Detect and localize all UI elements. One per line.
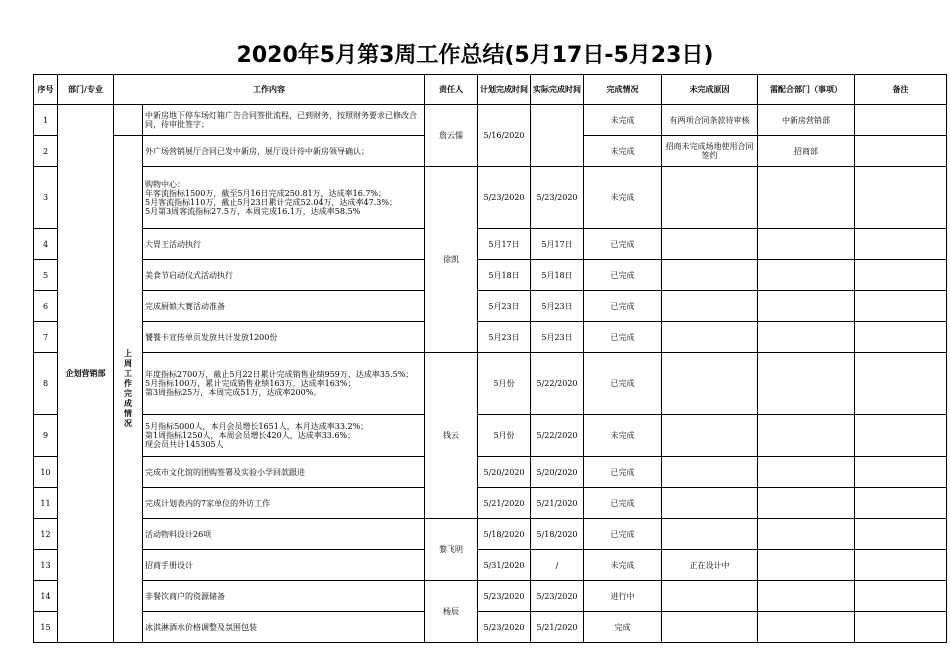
cell-coop[interactable] [758,353,855,415]
cell-coop[interactable]: 中新房营销部 [758,105,855,136]
cell-seq[interactable]: 4 [34,229,58,260]
cell-status[interactable]: 已完成 [584,353,662,415]
header-note[interactable]: 备注 [855,75,947,105]
cell-content[interactable]: 外广场营销展厅合同已发中新房，展厅设计待中新房领导确认； [143,136,425,167]
cell-reason[interactable] [662,612,758,643]
cell-status[interactable]: 已完成 [584,488,662,519]
cell-seq[interactable]: 5 [34,260,58,291]
cell-coop[interactable] [758,457,855,488]
cell-actual[interactable]: 5月23日 [531,322,584,353]
cell-actual[interactable]: 5月23日 [531,291,584,322]
table-row [34,291,947,322]
cell-note[interactable] [855,229,947,260]
header-content[interactable]: 工作内容 [114,75,425,105]
cell-coop[interactable] [758,415,855,457]
cell-planned[interactable]: 5月18日 [478,260,531,291]
cell-coop[interactable] [758,581,855,612]
cell-owner[interactable]: 詹云懦 [425,105,478,167]
cell-seq[interactable]: 1 [34,105,58,136]
cell-owner[interactable]: 钱云 [425,353,478,519]
cell-dept[interactable]: 企划营销部 [58,105,114,643]
cell-note[interactable] [855,260,947,291]
cell-planned[interactable]: 5/23/2020 [478,612,531,643]
cell-content[interactable]: 美食节启动仪式活动执行 [143,260,425,291]
cell-coop[interactable]: 招商部 [758,136,855,167]
cell-reason[interactable] [662,488,758,519]
sheet-title: 2020年5月第3周工作总结(5月17日-5月23日) [236,43,714,68]
cell-seq[interactable]: 8 [34,353,58,415]
header-planned[interactable]: 计划完成时间 [478,75,531,105]
cell-content[interactable]: 完成市文化馆的团购签署及实验小学回款跟进 [143,457,425,488]
cell-reason[interactable]: 有两项合同条款待审核 [662,105,758,136]
cell-content[interactable]: 冰淇淋酒水价格调整及氛围包装 [143,612,425,643]
cell-reason[interactable]: 正在设计中 [662,550,758,581]
cell-note[interactable] [855,322,947,353]
cell-coop[interactable] [758,550,855,581]
cell-seq[interactable]: 6 [34,291,58,322]
cell-planned[interactable]: 5月份 [478,415,531,457]
cell-status[interactable]: 已完成 [584,322,662,353]
cell-planned[interactable]: 5/21/2020 [478,488,531,519]
cell-content[interactable]: 招商手册设计 [143,550,425,581]
table-row [34,612,947,643]
cell-actual[interactable]: 5月17日 [531,229,584,260]
cell-actual[interactable] [531,105,584,167]
cell-seq[interactable]: 7 [34,322,58,353]
cell-note[interactable] [855,581,947,612]
cell-planned[interactable]: 5/23/2020 [478,167,531,229]
cell-actual[interactable]: 5/22/2020 [531,353,584,415]
cell-reason[interactable] [662,457,758,488]
cell-actual[interactable]: 5/23/2020 [531,581,584,612]
cell-content[interactable]: 中新房地下停车场灯箱广告合同签批流程，已到财务，按照财务要求已修改合同，待审批签字； [143,105,425,136]
cell-actual[interactable]: 5月18日 [531,260,584,291]
cell-actual[interactable]: 5/20/2020 [531,457,584,488]
cell-note[interactable] [855,353,947,415]
cell-status[interactable]: 已完成 [584,260,662,291]
cell-reason[interactable] [662,322,758,353]
table-row [34,581,947,612]
cell-note[interactable] [855,167,947,229]
table-row [34,322,947,353]
cell-seq[interactable]: 13 [34,550,58,581]
cell-coop[interactable] [758,322,855,353]
cell-owner[interactable]: 黎飞明 [425,519,478,581]
cell-actual[interactable]: / [531,550,584,581]
cell-note[interactable] [855,488,947,519]
header-owner[interactable]: 责任人 [425,75,478,105]
cell-seq[interactable]: 12 [34,519,58,550]
cell-note[interactable] [855,136,947,167]
cell-planned[interactable]: 5月份 [478,353,531,415]
cell-reason[interactable] [662,291,758,322]
header-row [34,75,947,105]
cell-planned[interactable]: 5/23/2020 [478,581,531,612]
cell-content[interactable]: 完成厨娘大赛活动准备 [143,291,425,322]
cell-reason[interactable] [662,229,758,260]
cell-content[interactable]: 年度指标2700万，截止5月22日累计完成销售业绩959万，达成率35.5%； 5月指标100万，累计完成销售业绩163万，达成率163%； 第3周指标25万，本周完成51万，达成率200%。 [143,353,425,415]
cell-status[interactable]: 已完成 [584,519,662,550]
cell-coop[interactable] [758,488,855,519]
cell-note[interactable] [855,519,947,550]
cell-coop[interactable] [758,612,855,643]
cell-seq[interactable]: 11 [34,488,58,519]
table-row [34,415,947,457]
cell-status[interactable]: 进行中 [584,581,662,612]
header-coop[interactable]: 需配合部门（事项） [758,75,855,105]
cell-seq[interactable]: 10 [34,457,58,488]
cell-reason[interactable] [662,167,758,229]
table-row [34,353,947,415]
table-row [34,519,947,550]
cell-reason[interactable] [662,519,758,550]
cell-content[interactable]: 非餐饮商户的资源储备 [143,581,425,612]
cell-seq[interactable]: 14 [34,581,58,612]
header-actual[interactable]: 实际完成时间 [531,75,584,105]
cell-content[interactable]: 购物中心： 年客流指标1500万，截至5月16日完成250.81万，达成率16.7%； 5月客流指标110万，截止5月23日累计完成52.04万，达成率47.3%； 5月第3周客流指标27.5万，本周完成16.1万，达成率58.5% [143,167,425,229]
cell-status[interactable]: 已完成 [584,291,662,322]
cell-reason[interactable] [662,415,758,457]
cell-status[interactable]: 未完成 [584,415,662,457]
table-row [34,550,947,581]
cell-seq[interactable]: 9 [34,415,58,457]
cell-actual[interactable]: 5/22/2020 [531,415,584,457]
header-status[interactable]: 完成情况 [584,75,662,105]
cell-note[interactable] [855,105,947,136]
table-row [34,260,947,291]
cell-reason[interactable]: 招商未完成场地使用合同签约 [662,136,758,167]
cell-actual[interactable]: 5/21/2020 [531,612,584,643]
cell-status[interactable]: 完成 [584,612,662,643]
cell-reason[interactable] [662,581,758,612]
cell-content[interactable]: 5月指标5000人，本月会员增长1651人，本月达成率33.2%； 第1周指标1250人，本周会员增长420人，达成率33.6%； 现会员共计145305人 [143,415,425,457]
cell-planned[interactable]: 5月23日 [478,322,531,353]
cell-content[interactable]: 活动物料设计26项 [143,519,425,550]
cell-status[interactable]: 已完成 [584,457,662,488]
cell-reason[interactable] [662,260,758,291]
cell-seq[interactable]: 2 [34,136,58,167]
cell-status[interactable]: 未完成 [584,136,662,167]
cell-note[interactable] [855,550,947,581]
cell-owner[interactable]: 徐凯 [425,167,478,353]
cell-content[interactable]: 大胃王活动执行 [143,229,425,260]
table-row [34,229,947,260]
header-dept[interactable]: 部门/专业 [58,75,114,105]
cell-planned[interactable]: 5/31/2020 [478,550,531,581]
header-seq[interactable]: 序号 [34,75,58,105]
cell-section-blank[interactable] [114,105,143,136]
cell-coop[interactable] [758,229,855,260]
cell-seq[interactable]: 15 [34,612,58,643]
cell-note[interactable] [855,612,947,643]
cell-note[interactable] [855,457,947,488]
cell-note[interactable] [855,415,947,457]
cell-content[interactable]: 完成计划表内的7家单位的外访工作 [143,488,425,519]
cell-owner[interactable]: 杨辰 [425,581,478,643]
table-row [34,488,947,519]
cell-reason[interactable] [662,353,758,415]
header-reason[interactable]: 未完成原因 [662,75,758,105]
cell-actual[interactable]: 5/21/2020 [531,488,584,519]
cell-status[interactable]: 未完成 [584,167,662,229]
cell-status[interactable]: 已完成 [584,229,662,260]
cell-coop[interactable] [758,519,855,550]
table-row [34,105,947,136]
cell-coop[interactable] [758,291,855,322]
cell-planned[interactable]: 5/16/2020 [478,105,531,167]
cell-coop[interactable] [758,260,855,291]
cell-section-label[interactable]: 上周工作完成情况 [114,136,143,643]
cell-planned[interactable]: 5月23日 [478,291,531,322]
cell-status[interactable]: 未完成 [584,105,662,136]
cell-actual[interactable]: 5/18/2020 [531,519,584,550]
cell-content[interactable]: 饕餮卡宣传单页发放共计发放1200份 [143,322,425,353]
cell-planned[interactable]: 5月17日 [478,229,531,260]
work-summary-table [33,74,947,643]
cell-planned[interactable]: 5/18/2020 [478,519,531,550]
cell-note[interactable] [855,291,947,322]
cell-seq[interactable]: 3 [34,167,58,229]
cell-actual[interactable]: 5/23/2020 [531,167,584,229]
table-row [34,457,947,488]
cell-planned[interactable]: 5/20/2020 [478,457,531,488]
cell-coop[interactable] [758,167,855,229]
table-row [34,167,947,229]
cell-status[interactable]: 未完成 [584,550,662,581]
